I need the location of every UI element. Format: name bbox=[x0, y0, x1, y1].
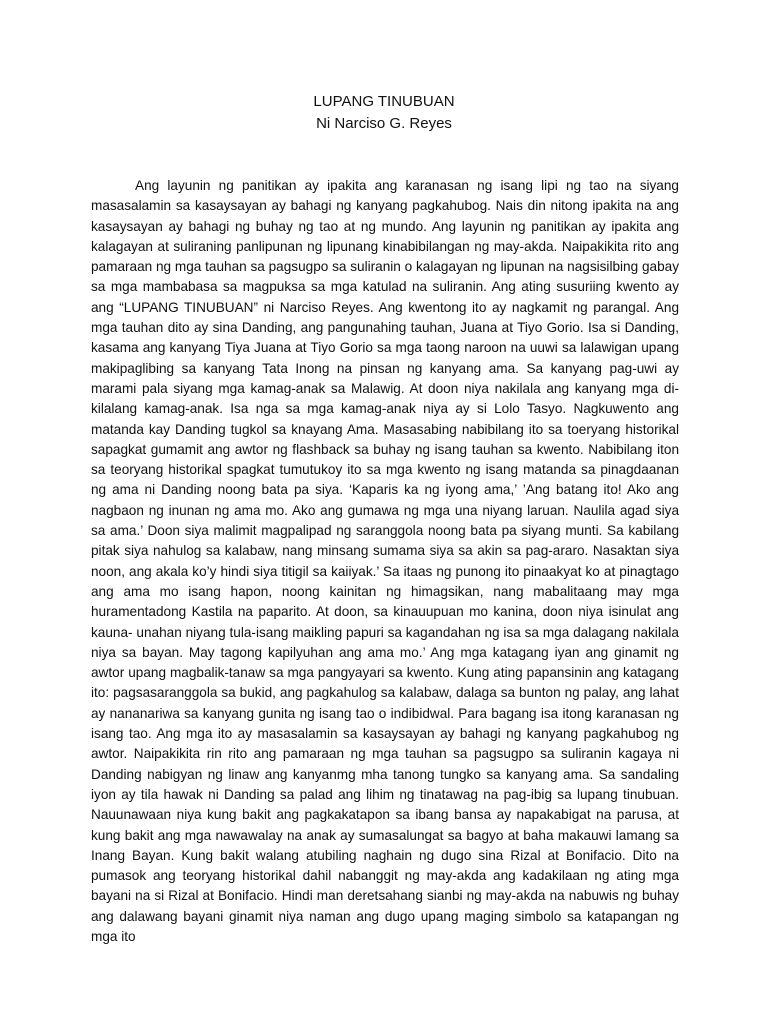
document-author: Ni Narciso G. Reyes bbox=[316, 115, 452, 132]
document-title: LUPANG TINUBUAN bbox=[313, 93, 455, 110]
document-body-paragraph: Ang layunin ng panitikan ay ipakita ang karanasan ng isang lipi ng tao na siyang masasalamin sa kasaysayan ay bahagi ng kanyang pagkahubog. Nais din nitong ipakita na ang kasaysayan ay bahagi ng buhay ng tao at ng mundo. Ang layunin ng panitikan ay ipakita ang kalagayan at suliraning panlipunan ng lipunang kinabibilangan ng may-akda. Naipakikita rito ang pamaraan ng mga tauhan sa pagsugpo sa suliranin o kalagayan ng lipunan na nagsisilbing gabay sa mga mambabasa sa magpuksa sa mga katulad na suliranin. Ang ating susuriing kwento ay ang “LUPANG TINUBUAN” ni Narciso Reyes. Ang kwentong ito ay nagkamit ng parangal. Ang mga tauhan dito ay sina Danding, ang pangunahing tauhan, Juana at Tiyo Gorio. Isa si Danding, kasama ang kanyang Tiya Juana at Tiyo Gorio sa mga taong naroon na uuwi sa lalawigan upang makipaglibing sa kanyang Tata Inong na pinsan ng kanyang ama. Sa kanyang pag-uwi ay marami pala siyang mga kamag-anak sa Malawig. At doon niya nakilala ang kanyang mga di-kilalang kamag-anak. Isa nga sa mga kamag-anak niya ay si Lolo Tasyo. Nagkuwento ang matanda kay Danding tugkol sa knayang Ama. Masasabing nabibilang ito sa toeryang historikal sapagkat gumamit ang awtor ng flashback sa buhay ng isang tauhan sa kwento. Nabibilang iton sa teoryang historikal spagkat tumutukoy ito sa mga kwento ng isang matanda sa pinagdaanan ng ama ni Danding noong bata pa siya. ‘Kaparis ka ng iyong ama,’ ’Ang batang ito! Ako ang nagbaon ng inunan ng ama mo. Ako ang gumawa ng mga una niyang laruan. Naulila agad siya sa ama.’ Doon siya malimit magpalipad ng saranggola noong bata pa siyang munti. Sa kabilang pitak siya nahulog sa kalabaw, nang minsang sumama siya sa akin sa pag-araro. Nasaktan siya noon, ang akala ko’y hindi siya titigil sa kaiiyak.’ Sa itaas ng punong ito pinaakyat ko at pinagtago ang ama mo isang hapon, noong kainitan ng himagsikan, nang mabalitaang may mga huramentadong Kastila na paparito. At doon, sa kinauupuan mo kanina, doon niya isinulat ang kauna- unahan niyang tula-isang maikling papuri sa kagandahan ng isa sa mga dalagang nakilala niya sa bayan. May tagong kapilyuhan ang ama mo.’ Ang mga katagang iyan ang ginamit ng awtor upang magbalik-tanaw sa mga pangyayari sa kwento. Kung ating papansinin ang katagang ito: pagsasaranggola sa bukid, ang pagkahulog sa kalabaw, dalaga sa bunton ng palay, ang lahat ay nananariwa sa kanyang gunita ng isang tao o indibidwal. Para bagang isa itong karanasan ng isang tao. Ang mga ito ay masasalamin sa kasaysayan ay bahagi ng kanyang pagkahubog ng awtor. Naipakikita rin rito ang pamaraan ng mga tauhan sa pagsugpo sa suliranin kagaya ni Danding nabigyan ng linaw ang kanyanmg mha tanong tungko sa kanyang ama. Sa sandaling iyon ay tila hawak ni Danding sa palad ang lihim ng tinatawag na pag-ibig sa lupang tinubuan. Nauunawaan niya kung bakit ang pagkakatapon sa ibang bansa ay napakabigat na parusa, at kung bakit ang mga nawawalay na anak ay sumasalungat sa bagyo at baha makauwi lamang sa Inang Bayan. Kung bakit walang atubiling naghain ng dugo sina Rizal at Bonifacio. Dito na pumasok ang teoryang historikal dahil nabanggit ng may-akda ang kadakilaan ng ating mga bayani na si Rizal at Bonifacio. Hindi man deretsahang sianbi ng may-akda na nabuwis ng buhay ang dalawang bayani ginamit niya naman ang dugo upang maging simbolo sa katapangan ng mga ito bbox=[91, 178, 679, 944]
